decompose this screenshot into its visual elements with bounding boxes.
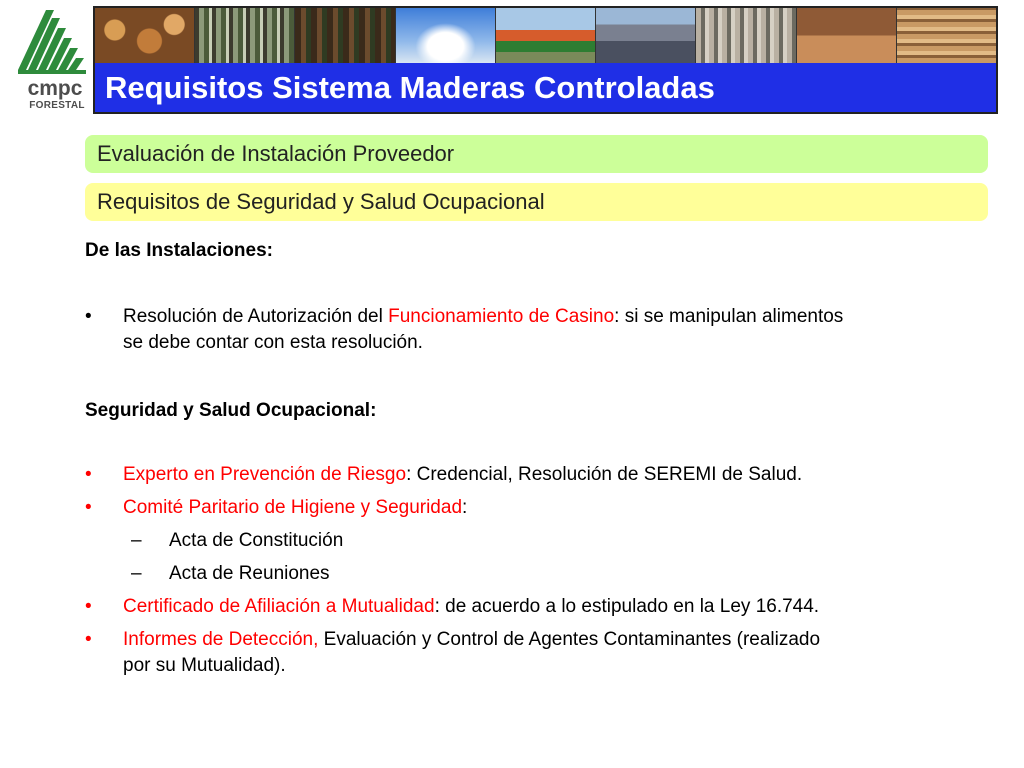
highlight-comite: Comité Paritario de Higiene y Seguridad	[123, 497, 463, 518]
bullet: •	[85, 306, 92, 327]
photo-lumber	[797, 8, 897, 63]
highlight-informes: Informes de Detección,	[123, 629, 319, 650]
photo-sky	[396, 8, 496, 63]
header-banner	[93, 6, 998, 114]
cmpc-forestal-logo	[16, 8, 90, 120]
bullet: •	[85, 464, 92, 485]
photo-sawmill	[696, 8, 796, 63]
section-bar-requisitos	[85, 183, 988, 221]
photo-seeds	[95, 8, 195, 63]
photo-strip	[95, 8, 996, 63]
photo-forest	[195, 8, 295, 63]
photo-timber-stack	[897, 8, 996, 63]
photo-tree-trunks	[295, 8, 395, 63]
section-bar-requisitos-label: Requisitos de Seguridad y Salud Ocupacional	[97, 189, 545, 214]
heading-seguridad: Seguridad y Salud Ocupacional:	[85, 400, 377, 421]
photo-machinery	[596, 8, 696, 63]
bullet: •	[85, 596, 92, 617]
highlight-casino: Funcionamiento de Casino	[388, 306, 615, 327]
highlight-experto: Experto en Prevención de Riesgo	[123, 464, 407, 485]
section-bar-evaluacion	[85, 135, 988, 173]
section-bar-evaluacion-label: Evaluación de Instalación Proveedor	[97, 141, 455, 166]
logo-brand-text: cmpc	[27, 77, 83, 100]
bullet: •	[85, 629, 92, 650]
logo-subtitle-text: FORESTAL	[29, 100, 85, 111]
tree-logo-icon	[16, 8, 90, 78]
bullet: •	[85, 497, 92, 518]
photo-workers	[496, 8, 596, 63]
dash: –	[131, 530, 142, 551]
page-title: Requisitos Sistema Maderas Controladas	[105, 69, 715, 105]
dash: –	[131, 563, 142, 584]
title-bar	[95, 63, 996, 112]
highlight-certificado: Certificado de Afiliación a Mutualidad	[123, 596, 435, 617]
heading-instalaciones: De las Instalaciones:	[85, 240, 273, 261]
